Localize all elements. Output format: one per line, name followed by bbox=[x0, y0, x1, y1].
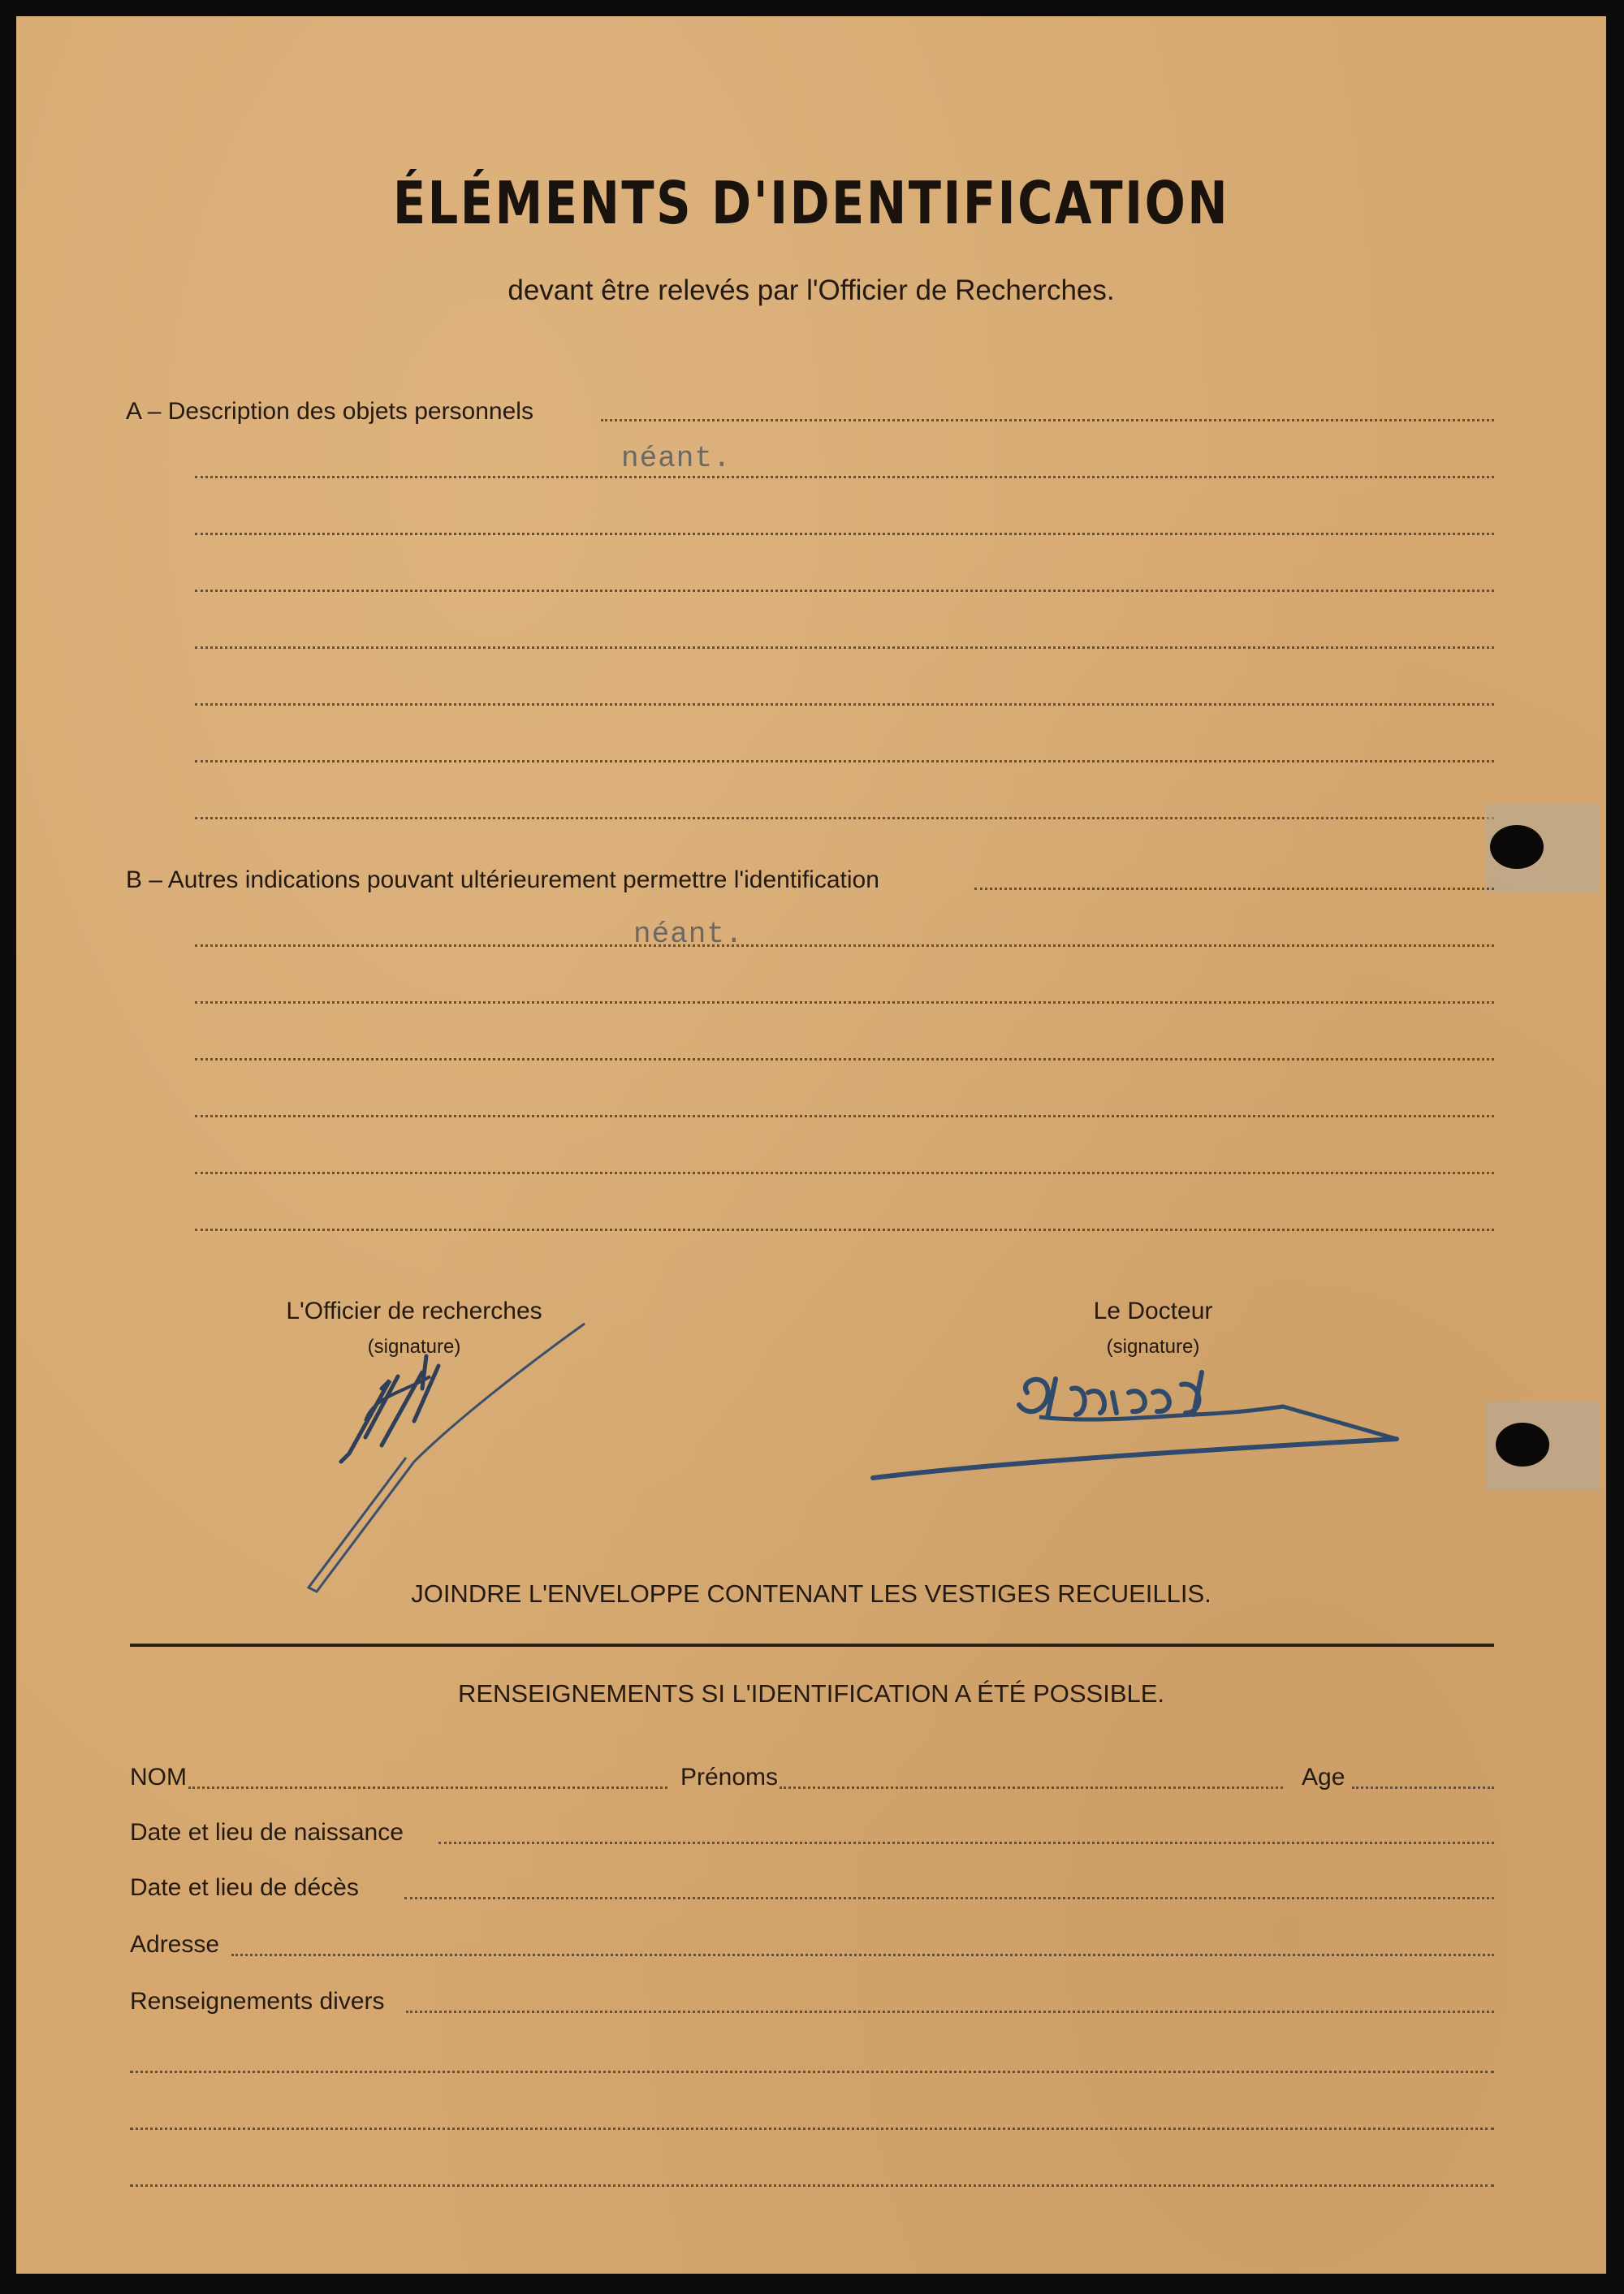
doctor-title: Le Docteur bbox=[1093, 1298, 1213, 1324]
age-label: Age bbox=[1302, 1764, 1345, 1791]
section-a-line-5 bbox=[195, 646, 1494, 649]
identification-heading: RENSEIGNEMENTS SI L'IDENTIFICATION A ÉTÉ POSSIBLE. bbox=[457, 1679, 1165, 1708]
divers-field-line-4 bbox=[130, 2184, 1494, 2187]
section-b-line-2 bbox=[195, 944, 1494, 947]
nom-label: NOM bbox=[130, 1764, 187, 1791]
section-b-line-5 bbox=[195, 1115, 1494, 1117]
prenoms-field-line bbox=[780, 1786, 1283, 1789]
officer-title: L'Officier de recherches bbox=[286, 1298, 542, 1324]
deces-label: Date et lieu de décès bbox=[130, 1874, 359, 1901]
section-a-line-4 bbox=[195, 590, 1494, 592]
section-b-label: B – Autres indications pouvant ultérieurement permettre l'identification bbox=[126, 866, 879, 893]
section-a-typed-value: néant. bbox=[621, 442, 732, 475]
section-a-line-2 bbox=[195, 476, 1494, 478]
divers-field-line-2 bbox=[130, 2071, 1494, 2073]
officer-signature bbox=[260, 1299, 633, 1608]
section-a-line-3 bbox=[195, 533, 1494, 535]
section-b-typed-value: néant. bbox=[633, 918, 744, 951]
instruction-text: JOINDRE L'ENVELOPPE CONTENANT LES VESTIGES RECUEILLIS. bbox=[411, 1579, 1212, 1608]
section-divider bbox=[130, 1644, 1494, 1647]
page-subtitle: devant être relevés par l'Officier de Recherches. bbox=[508, 274, 1115, 306]
section-b-line-1 bbox=[974, 888, 1494, 890]
divers-field-line-3 bbox=[130, 2128, 1494, 2130]
section-b-line-6 bbox=[195, 1172, 1494, 1174]
prenoms-label: Prénoms bbox=[680, 1764, 779, 1791]
section-b-line-4 bbox=[195, 1058, 1494, 1061]
divers-field-line-1 bbox=[406, 2011, 1494, 2013]
document-page bbox=[16, 16, 1606, 2274]
section-b-line-3 bbox=[195, 1001, 1494, 1004]
naissance-label: Date et lieu de naissance bbox=[130, 1819, 404, 1846]
section-b-line-7 bbox=[195, 1229, 1494, 1231]
divers-label: Renseignements divers bbox=[130, 1988, 385, 2015]
officer-signature-caption: (signature) bbox=[367, 1336, 461, 1358]
age-field-line bbox=[1352, 1786, 1494, 1789]
punch-hole-bottom bbox=[1496, 1423, 1549, 1467]
adresse-field-line bbox=[231, 1954, 1494, 1956]
page-title: ÉLÉMENTS D'IDENTIFICATION bbox=[392, 169, 1230, 237]
section-a-line-6 bbox=[195, 703, 1494, 706]
punch-hole-top bbox=[1490, 825, 1544, 869]
doctor-signature-caption: (signature) bbox=[1106, 1336, 1200, 1358]
section-a-line-8 bbox=[195, 817, 1494, 819]
doctor-signature bbox=[844, 1348, 1429, 1494]
adresse-label: Adresse bbox=[130, 1931, 220, 1958]
section-a-line-1 bbox=[601, 419, 1494, 421]
deces-field-line bbox=[404, 1897, 1494, 1899]
nom-field-line bbox=[188, 1786, 667, 1789]
section-a-label: A – Description des objets personnels bbox=[126, 398, 533, 425]
section-a-line-7 bbox=[195, 760, 1494, 763]
naissance-field-line bbox=[438, 1842, 1494, 1844]
